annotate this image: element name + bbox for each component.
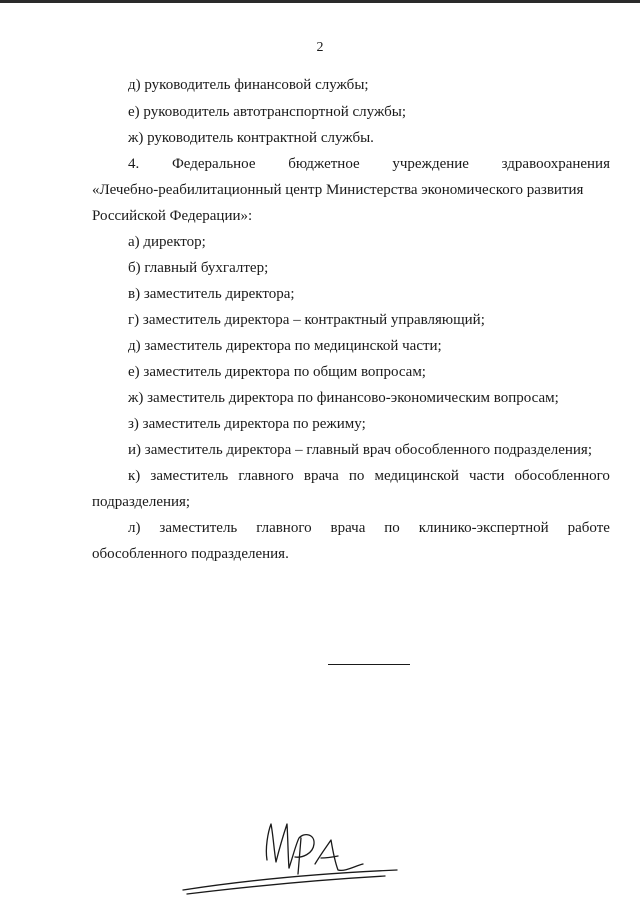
list-item-z: з) заместитель директора по режиму; xyxy=(128,416,366,432)
word: заместитель xyxy=(159,520,238,536)
word: заместитель xyxy=(150,468,229,484)
word: учреждение xyxy=(392,156,469,172)
list-item-d: д) заместитель директора по медицинской части; xyxy=(128,338,442,354)
word: бюджетное xyxy=(288,156,360,172)
word: клинико-экспертной xyxy=(418,520,549,536)
word: по xyxy=(348,468,365,484)
list-item-e: е) заместитель директора по общим вопросам; xyxy=(128,364,426,380)
word: врача xyxy=(330,520,366,536)
top-edge-rule xyxy=(0,0,640,3)
word: обособленного xyxy=(514,468,610,484)
list-item-k-line1 xyxy=(128,467,610,485)
word: Федеральное xyxy=(171,156,256,172)
word: главного xyxy=(238,468,294,484)
word: по xyxy=(384,520,400,536)
list-item-l-line2: обособленного подразделения. xyxy=(92,546,289,562)
list-item-a: а) директор; xyxy=(128,234,206,250)
item-4-heading-line2: «Лечебно-реабилитационный центр Министерства экономического развития xyxy=(92,182,584,198)
word: л) xyxy=(128,520,141,536)
item-4-heading-line3: Российской Федерации»: xyxy=(92,208,253,224)
list-item-g: г) заместитель директора – контрактный управляющий; xyxy=(128,312,485,328)
word: врача xyxy=(303,468,339,484)
word: части xyxy=(468,468,505,484)
page-number: 2 xyxy=(316,40,324,55)
list-item-k-line2: подразделения; xyxy=(92,494,191,510)
word: медицинской xyxy=(374,468,459,484)
end-separator-line xyxy=(328,664,410,665)
list-item-b: б) главный бухгалтер; xyxy=(128,260,269,276)
list-item-l-line1 xyxy=(128,519,610,537)
list-item-zh: ж) заместитель директора по финансово-экономическим вопросам; xyxy=(128,390,559,406)
handwritten-signature xyxy=(175,810,415,900)
list-item-e-transport: е) руководитель автотранспортной службы; xyxy=(128,104,407,120)
list-item-zh-contract: ж) руководитель контрактной службы. xyxy=(128,130,374,146)
word: главного xyxy=(256,520,312,536)
item-4-heading-line1 xyxy=(128,155,610,173)
word: 4. xyxy=(128,156,140,172)
list-item-i: и) заместитель директора – главный врач обособленного подразделения; xyxy=(128,442,593,458)
word: к) xyxy=(128,468,141,484)
list-item-v: в) заместитель директора; xyxy=(128,286,295,302)
word: работе xyxy=(567,520,610,536)
list-item-d-finance: д) руководитель финансовой службы; xyxy=(128,77,369,93)
word: здравоохранения xyxy=(501,156,610,172)
